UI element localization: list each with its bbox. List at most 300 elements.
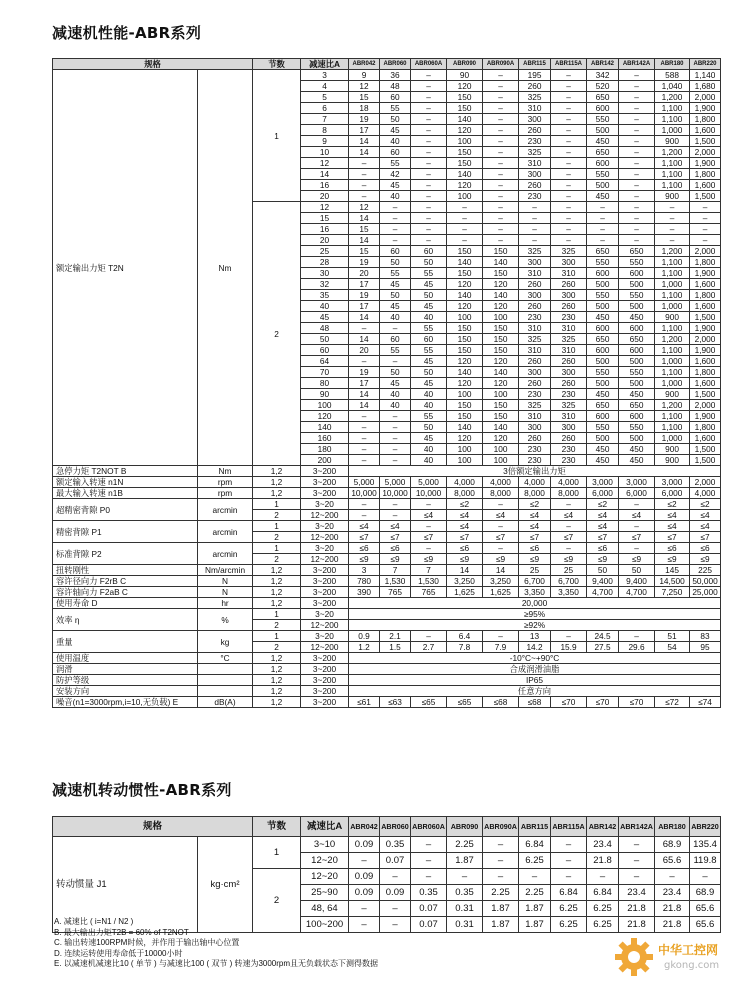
value-cell: 230	[519, 389, 551, 400]
value-cell: –	[619, 631, 655, 642]
value-cell: 450	[587, 191, 619, 202]
value-cell: –	[519, 224, 551, 235]
value-cell: ≤68	[483, 697, 519, 708]
value-cell: 60	[411, 246, 447, 257]
value-cell: ≤7	[411, 532, 447, 543]
value-cell: –	[551, 147, 587, 158]
value-cell: 45	[380, 125, 411, 136]
value-cell: 0.09	[380, 885, 411, 901]
value-cell: ≤9	[380, 554, 411, 565]
row-label-inertia: 转动惯量 J1	[53, 837, 198, 933]
value-cell: 550	[587, 114, 619, 125]
value-cell: 120	[483, 378, 519, 389]
table-row	[53, 543, 721, 554]
value-cell: 325	[519, 334, 551, 345]
header-model: ABR220	[690, 59, 721, 70]
value-cell: 650	[587, 147, 619, 158]
value-cell: 1,000	[655, 433, 690, 444]
value-cell: ≤2	[447, 499, 483, 510]
ratio-cell: 20	[301, 191, 349, 202]
value-cell: 65.6	[655, 853, 690, 869]
row-unit: Nm	[198, 70, 253, 466]
value-cell: 20	[349, 345, 380, 356]
value-cell: 450	[587, 455, 619, 466]
value-cell: –	[551, 869, 587, 885]
value-cell: 65.6	[690, 917, 721, 933]
value-cell: 45	[380, 301, 411, 312]
value-cell: ≤2	[519, 499, 551, 510]
value-cell: 7	[411, 565, 447, 576]
value-cell: –	[349, 158, 380, 169]
value-cell: 325	[519, 147, 551, 158]
value-cell: 1,500	[690, 455, 721, 466]
value-cell: 100	[483, 312, 519, 323]
value-cell: 260	[519, 378, 551, 389]
table-header-row	[53, 817, 721, 837]
value-cell: –	[551, 70, 587, 81]
value-cell: 1,600	[690, 301, 721, 312]
value-cell: 310	[519, 345, 551, 356]
value-cell: ≤65	[411, 697, 447, 708]
value-cell: 120	[483, 279, 519, 290]
value-cell: 8,000	[519, 488, 551, 499]
value-cell: 150	[447, 92, 483, 103]
value-cell: 3倍额定输出力矩	[349, 466, 721, 477]
value-cell: 0.9	[349, 631, 380, 642]
row-label-lube: 润滑	[53, 664, 198, 675]
value-cell: 14	[349, 235, 380, 246]
ratio-cell: 3~200	[301, 576, 349, 587]
value-cell: –	[349, 853, 380, 869]
value-cell: –	[483, 235, 519, 246]
value-cell: 15	[349, 92, 380, 103]
table-row	[53, 70, 721, 81]
value-cell: 550	[619, 290, 655, 301]
value-cell: 29.6	[619, 642, 655, 653]
value-cell: 260	[519, 125, 551, 136]
footnote: E. 以减速机减速比10 ( 单节 ) 与减速比100 ( 双节 ) 转速为3000rpm且无负载状态下测得数据	[54, 959, 379, 969]
value-cell: ≤9	[349, 554, 380, 565]
value-cell: –	[551, 631, 587, 642]
value-cell: 550	[587, 257, 619, 268]
value-cell: 100	[447, 191, 483, 202]
value-cell: 45	[411, 433, 447, 444]
stage-label: 1	[253, 631, 301, 642]
value-cell: ≤4	[447, 521, 483, 532]
value-cell: 325	[519, 400, 551, 411]
value-cell: –	[380, 510, 411, 521]
table-row	[53, 837, 721, 853]
value-cell: 150	[447, 323, 483, 334]
value-cell: 40	[411, 389, 447, 400]
value-cell: 1,600	[690, 279, 721, 290]
value-cell: 1.87	[519, 901, 551, 917]
value-cell: –	[380, 235, 411, 246]
value-cell: 100	[447, 455, 483, 466]
value-cell: ≤6	[519, 543, 551, 554]
value-cell: 150	[447, 345, 483, 356]
value-cell: 25,000	[690, 587, 721, 598]
value-cell: 5,000	[349, 477, 380, 488]
value-cell: 500	[619, 378, 655, 389]
value-cell: 2.25	[483, 885, 519, 901]
header-model: ABR042	[349, 817, 380, 837]
header-model: ABR060	[380, 817, 411, 837]
value-cell: –	[619, 158, 655, 169]
value-cell: 55	[380, 345, 411, 356]
value-cell: 10,000	[349, 488, 380, 499]
row-unit: N	[198, 576, 253, 587]
ratio-cell: 16	[301, 180, 349, 191]
value-cell: 1.87	[483, 901, 519, 917]
value-cell: –	[411, 521, 447, 532]
ratio-cell: 5	[301, 92, 349, 103]
value-cell: 14,500	[655, 576, 690, 587]
value-cell: 500	[587, 279, 619, 290]
value-cell: 40	[380, 389, 411, 400]
value-cell: 500	[619, 433, 655, 444]
value-cell: 150	[447, 334, 483, 345]
value-cell: 19	[349, 114, 380, 125]
value-cell: –	[483, 125, 519, 136]
value-cell: 14	[349, 400, 380, 411]
table-row	[53, 675, 721, 686]
ratio-cell: 12~200	[301, 554, 349, 565]
value-cell: 230	[519, 444, 551, 455]
footnote: D. 连续运转使用寿命低于10000小时	[54, 948, 183, 958]
value-cell: –	[483, 136, 519, 147]
value-cell: 13	[519, 631, 551, 642]
value-cell: 600	[619, 323, 655, 334]
value-cell: –	[483, 158, 519, 169]
value-cell: 150	[447, 246, 483, 257]
ratio-cell: 48, 64	[301, 901, 349, 917]
value-cell: 300	[519, 367, 551, 378]
value-cell: 0.09	[349, 837, 380, 853]
value-cell: 3,000	[587, 477, 619, 488]
value-cell: 100	[447, 136, 483, 147]
stage-label: 1	[253, 521, 301, 532]
table-row	[53, 697, 721, 708]
value-cell: 55	[380, 103, 411, 114]
row-label-rated_speed: 额定输入转速 n1N	[53, 477, 198, 488]
header-model: ABR090	[447, 817, 483, 837]
value-cell: 6.84	[587, 885, 619, 901]
value-cell: 15.9	[551, 642, 587, 653]
value-cell: 17	[349, 301, 380, 312]
value-cell: ≤9	[483, 554, 519, 565]
value-cell: 10,000	[411, 488, 447, 499]
value-cell: –	[349, 191, 380, 202]
value-cell: 合成润滑油脂	[349, 664, 721, 675]
value-cell: 4,000	[447, 477, 483, 488]
value-cell: 15	[349, 246, 380, 257]
value-cell: ≤4	[447, 510, 483, 521]
value-cell: 230	[519, 455, 551, 466]
value-cell: 4,000	[519, 477, 551, 488]
value-cell: –	[380, 917, 411, 933]
value-cell: –	[655, 224, 690, 235]
section-title-inertia: 减速机转动惯性-ABR系列	[52, 781, 232, 799]
value-cell: –	[411, 837, 447, 853]
row-label-efficiency: 效率 η	[53, 609, 198, 631]
ratio-cell: 45	[301, 312, 349, 323]
value-cell: –	[349, 917, 380, 933]
stage-label: 1,2	[253, 477, 301, 488]
value-cell: 9	[349, 70, 380, 81]
value-cell: 500	[587, 356, 619, 367]
value-cell: 150	[447, 147, 483, 158]
value-cell: 900	[655, 136, 690, 147]
value-cell: –	[411, 81, 447, 92]
value-cell: –	[349, 422, 380, 433]
value-cell: –	[447, 869, 483, 885]
ratio-cell: 80	[301, 378, 349, 389]
value-cell: –	[619, 180, 655, 191]
row-label-p1: 精密背隙 P1	[53, 521, 198, 543]
value-cell: ≤6	[380, 543, 411, 554]
value-cell: 1,100	[655, 114, 690, 125]
value-cell: 230	[519, 136, 551, 147]
header-model: ABR060A	[411, 817, 447, 837]
value-cell: 310	[551, 268, 587, 279]
value-cell: –	[619, 213, 655, 224]
header-model: ABR142	[587, 817, 619, 837]
table-row	[53, 499, 721, 510]
value-cell: 500	[587, 433, 619, 444]
ratio-cell: 160	[301, 433, 349, 444]
value-cell: 0.35	[447, 885, 483, 901]
value-cell: 40	[411, 400, 447, 411]
value-cell: 300	[519, 257, 551, 268]
value-cell: 40	[411, 312, 447, 323]
value-cell: 310	[519, 268, 551, 279]
value-cell: 90	[447, 70, 483, 81]
value-cell: 0.31	[447, 917, 483, 933]
value-cell: 14	[349, 312, 380, 323]
ratio-cell: 3~20	[301, 543, 349, 554]
value-cell: 48	[380, 81, 411, 92]
value-cell: ≤70	[587, 697, 619, 708]
value-cell: 40	[380, 400, 411, 411]
ratio-cell: 35	[301, 290, 349, 301]
value-cell: 1,600	[690, 356, 721, 367]
value-cell: 2.25	[447, 837, 483, 853]
value-cell: 68.9	[655, 837, 690, 853]
value-cell: 6.25	[551, 917, 587, 933]
value-cell: ≤4	[619, 510, 655, 521]
ratio-cell: 48	[301, 323, 349, 334]
ratio-cell: 9	[301, 136, 349, 147]
value-cell: 550	[619, 367, 655, 378]
value-cell: ≤7	[655, 532, 690, 543]
value-cell: 1.87	[447, 853, 483, 869]
value-cell: 600	[619, 268, 655, 279]
row-unit: rpm	[198, 477, 253, 488]
performance-table	[52, 58, 721, 708]
value-cell: 9,400	[619, 576, 655, 587]
value-cell: 300	[551, 257, 587, 268]
value-cell: 25	[551, 565, 587, 576]
value-cell: 150	[483, 246, 519, 257]
value-cell: 120	[447, 81, 483, 92]
value-cell: 500	[587, 301, 619, 312]
value-cell: 3,000	[619, 477, 655, 488]
value-cell: 500	[619, 279, 655, 290]
value-cell: 310	[519, 158, 551, 169]
value-cell: ≤7	[483, 532, 519, 543]
value-cell: 325	[551, 334, 587, 345]
ratio-cell: 3~20	[301, 631, 349, 642]
value-cell: 1,600	[690, 125, 721, 136]
value-cell: ≤6	[349, 543, 380, 554]
value-cell: 1,100	[655, 169, 690, 180]
value-cell: 140	[447, 257, 483, 268]
value-cell: 40	[411, 455, 447, 466]
value-cell: 1.87	[483, 917, 519, 933]
value-cell: 6.84	[551, 885, 587, 901]
stage-label: 2	[253, 620, 301, 631]
value-cell: 100	[483, 455, 519, 466]
value-cell: 55	[411, 411, 447, 422]
value-cell: ≤7	[690, 532, 721, 543]
value-cell: 3,000	[655, 477, 690, 488]
value-cell: 23.4	[655, 885, 690, 901]
value-cell: 150	[483, 268, 519, 279]
value-cell: –	[349, 499, 380, 510]
row-unit	[198, 675, 253, 686]
value-cell: -10°C~+90°C	[349, 653, 721, 664]
value-cell: –	[411, 853, 447, 869]
value-cell: 23.4	[619, 885, 655, 901]
table-row	[53, 631, 721, 642]
value-cell: –	[551, 125, 587, 136]
value-cell: 100	[447, 389, 483, 400]
value-cell: –	[587, 235, 619, 246]
ratio-cell: 14	[301, 169, 349, 180]
logo-site: gkong.com	[664, 960, 720, 971]
value-cell: 260	[551, 301, 587, 312]
value-cell: 6.25	[551, 901, 587, 917]
value-cell: –	[349, 455, 380, 466]
value-cell: –	[483, 499, 519, 510]
value-cell: 95	[690, 642, 721, 653]
value-cell: –	[483, 92, 519, 103]
value-cell: 1,500	[690, 444, 721, 455]
value-cell: 4,000	[690, 488, 721, 499]
value-cell: –	[551, 499, 587, 510]
value-cell: 54	[655, 642, 690, 653]
row-unit	[198, 686, 253, 697]
ratio-cell: 10	[301, 147, 349, 158]
table-row	[53, 488, 721, 499]
value-cell: –	[619, 114, 655, 125]
ratio-cell: 140	[301, 422, 349, 433]
value-cell: –	[551, 169, 587, 180]
value-cell: 8,000	[551, 488, 587, 499]
ratio-cell: 3~200	[301, 686, 349, 697]
stage-label: 1,2	[253, 598, 301, 609]
ratio-cell: 50	[301, 334, 349, 345]
value-cell: ≤4	[655, 521, 690, 532]
value-cell: –	[411, 147, 447, 158]
value-cell: –	[519, 213, 551, 224]
value-cell: –	[349, 411, 380, 422]
value-cell: 260	[551, 433, 587, 444]
value-cell: –	[380, 444, 411, 455]
ratio-cell: 25~90	[301, 885, 349, 901]
value-cell: 20	[349, 268, 380, 279]
value-cell: 40	[411, 444, 447, 455]
ratio-cell: 30	[301, 268, 349, 279]
value-cell: –	[447, 224, 483, 235]
value-cell: 1,100	[655, 422, 690, 433]
value-cell: –	[551, 521, 587, 532]
value-cell: 50	[380, 257, 411, 268]
value-cell: 300	[519, 290, 551, 301]
value-cell: 0.07	[380, 853, 411, 869]
ratio-cell: 4	[301, 81, 349, 92]
value-cell: 1,100	[655, 290, 690, 301]
value-cell: –	[483, 169, 519, 180]
value-cell: 500	[587, 378, 619, 389]
table-row	[53, 664, 721, 675]
ratio-cell: 8	[301, 125, 349, 136]
value-cell: –	[411, 169, 447, 180]
value-cell: 1.5	[380, 642, 411, 653]
value-cell: 40	[380, 136, 411, 147]
value-cell: –	[411, 114, 447, 125]
value-cell: –	[411, 631, 447, 642]
value-cell: –	[551, 235, 587, 246]
value-cell: –	[349, 444, 380, 455]
value-cell: –	[349, 169, 380, 180]
value-cell: 36	[380, 70, 411, 81]
value-cell: 300	[519, 422, 551, 433]
value-cell: ≤2	[655, 499, 690, 510]
value-cell: 1,600	[690, 378, 721, 389]
ratio-cell: 3~20	[301, 609, 349, 620]
ratio-cell: 3	[301, 70, 349, 81]
value-cell: 600	[619, 411, 655, 422]
value-cell: –	[411, 158, 447, 169]
value-cell: 500	[587, 125, 619, 136]
ratio-cell: 70	[301, 367, 349, 378]
value-cell: 520	[587, 81, 619, 92]
value-cell: ≤7	[519, 532, 551, 543]
value-cell: –	[655, 213, 690, 224]
value-cell: –	[690, 235, 721, 246]
stage-label: 1	[253, 837, 301, 869]
row-label-temp: 使用温度	[53, 653, 198, 664]
value-cell: ≤4	[690, 521, 721, 532]
value-cell: 2,000	[690, 246, 721, 257]
value-cell: 310	[519, 103, 551, 114]
value-cell: –	[483, 631, 519, 642]
value-cell: ≤6	[447, 543, 483, 554]
value-cell: 20,000	[349, 598, 721, 609]
value-cell: 550	[587, 169, 619, 180]
value-cell: 450	[587, 444, 619, 455]
value-cell: –	[411, 191, 447, 202]
value-cell: 1,530	[411, 576, 447, 587]
table-row	[53, 587, 721, 598]
header-ratio: 减速比A	[301, 59, 349, 70]
stage-label: 1,2	[253, 664, 301, 675]
value-cell: 1,100	[655, 367, 690, 378]
ratio-cell: 7	[301, 114, 349, 125]
value-cell: 500	[619, 301, 655, 312]
